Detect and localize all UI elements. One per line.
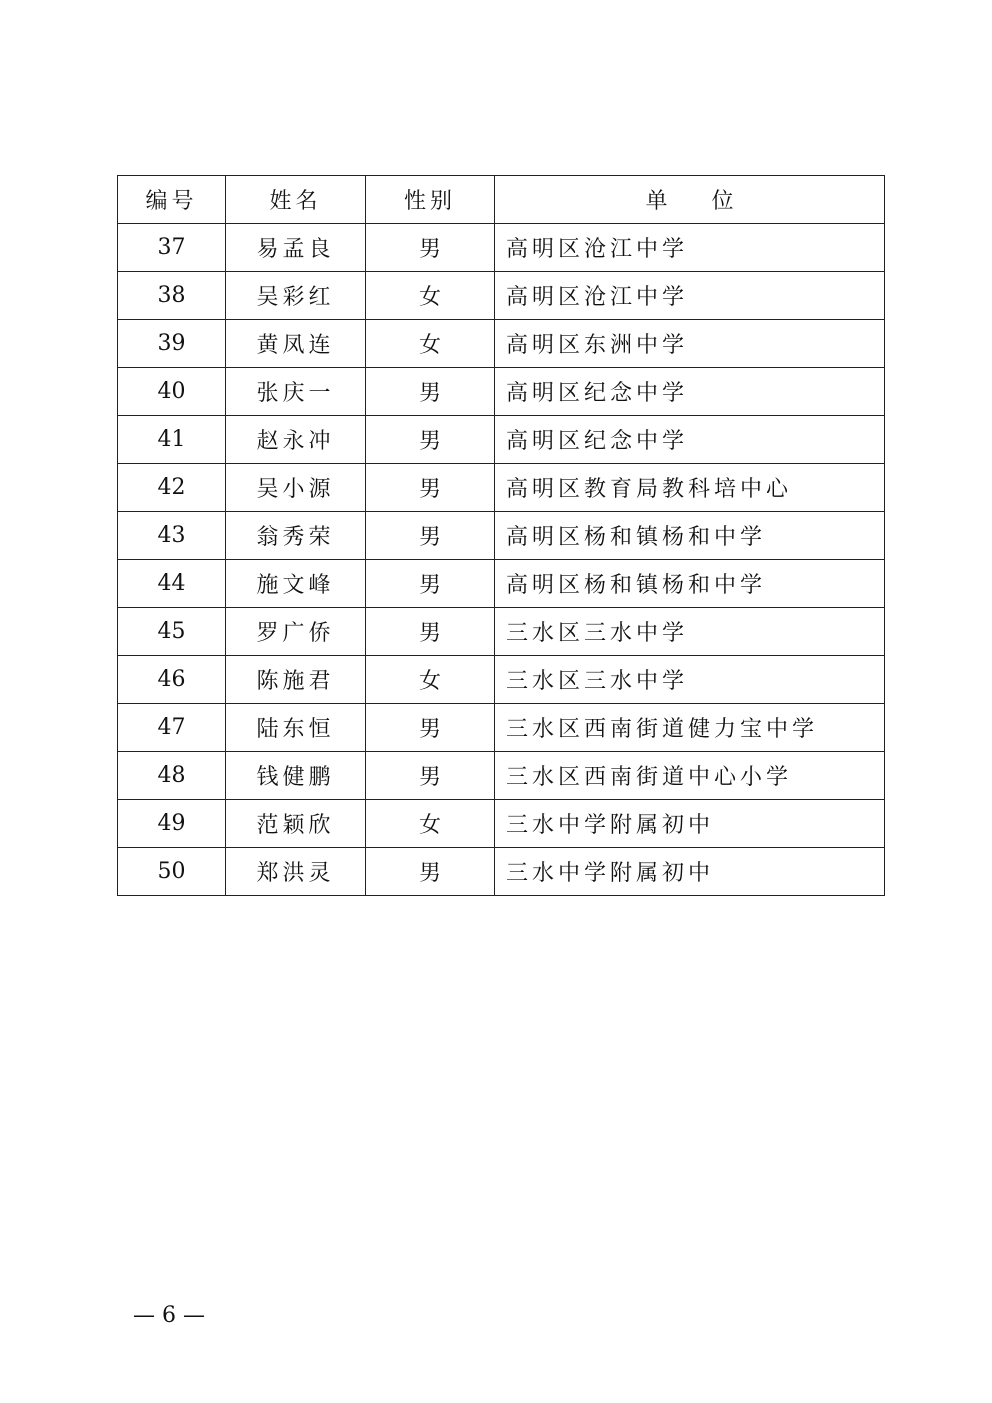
cell-gender: 男	[366, 512, 495, 560]
cell-gender: 男	[366, 368, 495, 416]
header-gender: 性别	[366, 176, 495, 224]
cell-name: 陆东恒	[226, 704, 366, 752]
table-row	[118, 320, 885, 368]
cell-name: 罗广侨	[226, 608, 366, 656]
cell-id: 38	[118, 272, 226, 320]
cell-id: 40	[118, 368, 226, 416]
cell-id: 45	[118, 608, 226, 656]
cell-unit: 高明区纪念中学	[495, 368, 885, 416]
cell-name: 郑洪灵	[226, 848, 366, 896]
cell-unit: 三水中学附属初中	[495, 800, 885, 848]
cell-id: 48	[118, 752, 226, 800]
cell-unit: 高明区杨和镇杨和中学	[495, 512, 885, 560]
table-row	[118, 848, 885, 896]
header-name: 姓名	[226, 176, 366, 224]
cell-name: 张庆一	[226, 368, 366, 416]
cell-gender: 女	[366, 800, 495, 848]
cell-id: 39	[118, 320, 226, 368]
cell-gender: 女	[366, 320, 495, 368]
roster-table	[117, 175, 885, 896]
cell-gender: 男	[366, 848, 495, 896]
cell-id: 47	[118, 704, 226, 752]
cell-id: 43	[118, 512, 226, 560]
cell-id: 46	[118, 656, 226, 704]
cell-name: 陈施君	[226, 656, 366, 704]
cell-gender: 女	[366, 656, 495, 704]
table-row	[118, 512, 885, 560]
cell-gender: 男	[366, 704, 495, 752]
cell-gender: 男	[366, 608, 495, 656]
table-row	[118, 560, 885, 608]
header-unit: 单 位	[495, 176, 885, 224]
cell-unit: 三水区三水中学	[495, 656, 885, 704]
cell-name: 易孟良	[226, 224, 366, 272]
cell-name: 钱健鹏	[226, 752, 366, 800]
cell-unit: 高明区沧江中学	[495, 224, 885, 272]
table-row	[118, 800, 885, 848]
cell-unit: 三水区西南街道中心小学	[495, 752, 885, 800]
cell-id: 42	[118, 464, 226, 512]
cell-name: 吴彩红	[226, 272, 366, 320]
cell-name: 施文峰	[226, 560, 366, 608]
cell-unit: 高明区纪念中学	[495, 416, 885, 464]
cell-gender: 女	[366, 272, 495, 320]
cell-unit: 高明区教育局教科培中心	[495, 464, 885, 512]
cell-name: 范颖欣	[226, 800, 366, 848]
table-header-row	[118, 176, 885, 224]
cell-unit: 三水区西南街道健力宝中学	[495, 704, 885, 752]
table-row	[118, 368, 885, 416]
cell-name: 赵永冲	[226, 416, 366, 464]
cell-id: 49	[118, 800, 226, 848]
cell-name: 吴小源	[226, 464, 366, 512]
cell-unit: 三水中学附属初中	[495, 848, 885, 896]
table-body	[118, 224, 885, 896]
cell-gender: 男	[366, 416, 495, 464]
cell-id: 41	[118, 416, 226, 464]
table-row	[118, 704, 885, 752]
table-row	[118, 608, 885, 656]
cell-id: 50	[118, 848, 226, 896]
cell-id: 37	[118, 224, 226, 272]
table-row	[118, 224, 885, 272]
table-row	[118, 752, 885, 800]
table-row	[118, 272, 885, 320]
cell-id: 44	[118, 560, 226, 608]
cell-unit: 高明区东洲中学	[495, 320, 885, 368]
cell-gender: 男	[366, 560, 495, 608]
table-row	[118, 464, 885, 512]
cell-gender: 男	[366, 752, 495, 800]
cell-name: 黄凤连	[226, 320, 366, 368]
table-row	[118, 416, 885, 464]
cell-unit: 高明区杨和镇杨和中学	[495, 560, 885, 608]
cell-gender: 男	[366, 224, 495, 272]
table-row	[118, 656, 885, 704]
cell-unit: 高明区沧江中学	[495, 272, 885, 320]
page-number: — 6 —	[133, 1303, 205, 1328]
cell-name: 翁秀荣	[226, 512, 366, 560]
header-id: 编号	[118, 176, 226, 224]
cell-gender: 男	[366, 464, 495, 512]
cell-unit: 三水区三水中学	[495, 608, 885, 656]
